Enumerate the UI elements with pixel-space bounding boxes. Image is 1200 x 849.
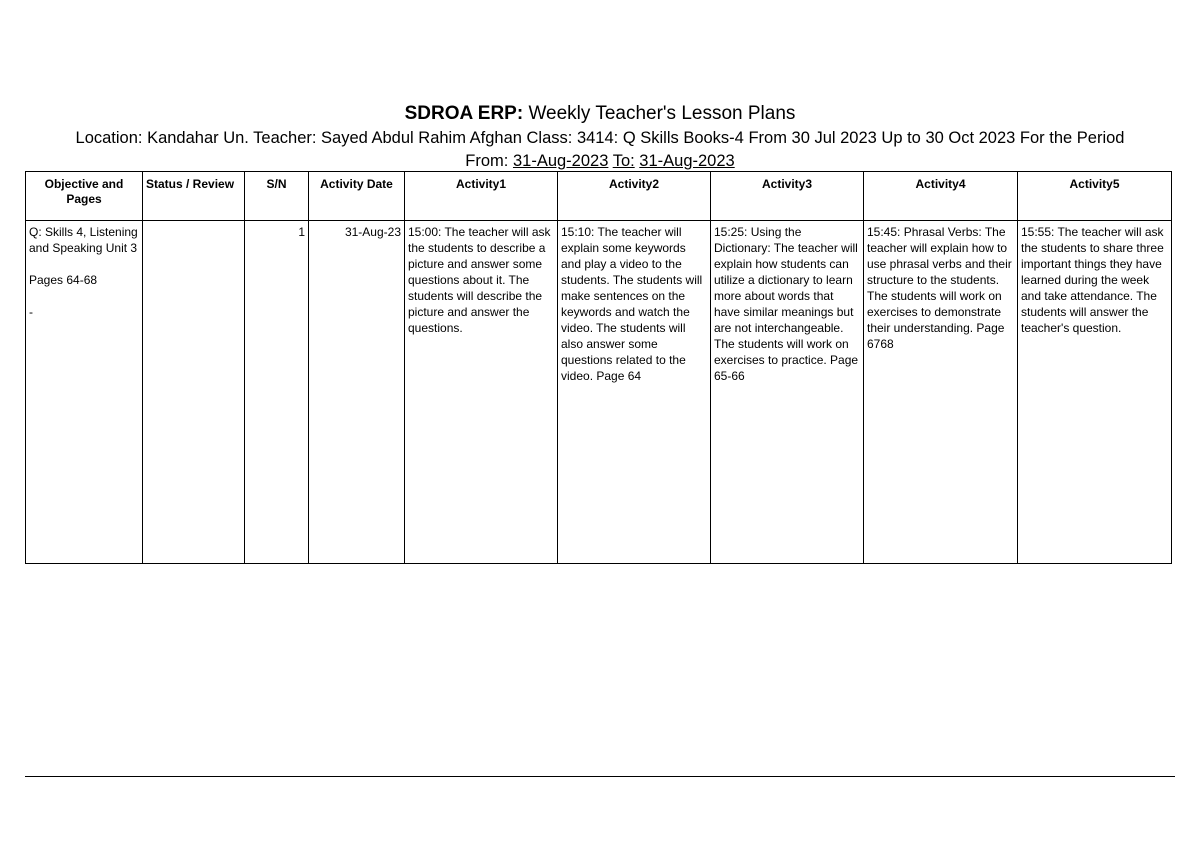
objective-cell	[26, 221, 143, 564]
column-header: Activity5	[1018, 172, 1172, 221]
brand-label: SDROA ERP:	[404, 103, 524, 124]
table-header-row	[26, 172, 1172, 221]
activity2-cell: 15:10: The teacher will explain some keywords and play a video to the students. The students will make sentences on the keywords and watch the video. The students will also answer some questions related to the video. Page 64	[558, 221, 711, 564]
column-header: Activity3	[711, 172, 864, 221]
column-header: S/N	[245, 172, 309, 221]
activity1-cell: 15:00: The teacher will ask the students to describe a picture and answer some questions about it. The students will describe the picture and answer the questions.	[405, 221, 558, 564]
from-label: From:	[465, 152, 509, 170]
objective-dash: -	[29, 305, 33, 319]
status-cell	[143, 221, 245, 564]
activity4-cell: 15:45: Phrasal Verbs: The teacher will explain how to use phrasal verbs and their structure to the students. The students will work on exercises to demonstrate their understanding. Page 6768	[864, 221, 1018, 564]
column-header: Activity4	[864, 172, 1018, 221]
page-title	[0, 103, 1200, 125]
plan-details: Location: Kandahar Un. Teacher: Sayed Abdul Rahim Afghan Class: 3414: Q Skills Books-4 From 30 Jul 2023 Up to 30 Oct 2023 For the Period	[75, 129, 1125, 147]
objective-text: Q: Skills 4, Listening and Speaking Unit 3	[29, 225, 138, 255]
activity3-cell: 15:25: Using the Dictionary: The teacher will explain how students can utilize a dictionary to learn more about words that have similar meanings but are not interchangeable. The students will work on exercises to practice. Page 65-66	[711, 221, 864, 564]
table-row	[26, 221, 1172, 564]
activity-date-cell: 31-Aug-23	[309, 221, 405, 564]
column-header: Activity1	[405, 172, 558, 221]
column-header: Status / Review	[143, 172, 245, 221]
activity5-cell: 15:55: The teacher will ask the students to share three important things they have learned during the week and take attendance. The students will answer the teacher's question.	[1018, 221, 1172, 564]
objective-pages: Pages 64-68	[29, 273, 98, 287]
footer-divider	[25, 776, 1175, 777]
title-text: Weekly Teacher's Lesson Plans	[528, 103, 796, 124]
column-header: Activity2	[558, 172, 711, 221]
lesson-plan-table	[25, 171, 1172, 564]
column-header: Objective and Pages	[26, 172, 143, 221]
period-range	[0, 152, 1200, 170]
sn-cell: 1	[245, 221, 309, 564]
to-date: 31-Aug-2023	[639, 152, 735, 170]
from-date: 31-Aug-2023	[512, 152, 609, 170]
column-header: Activity Date	[309, 172, 405, 221]
to-label: To:	[612, 152, 635, 170]
